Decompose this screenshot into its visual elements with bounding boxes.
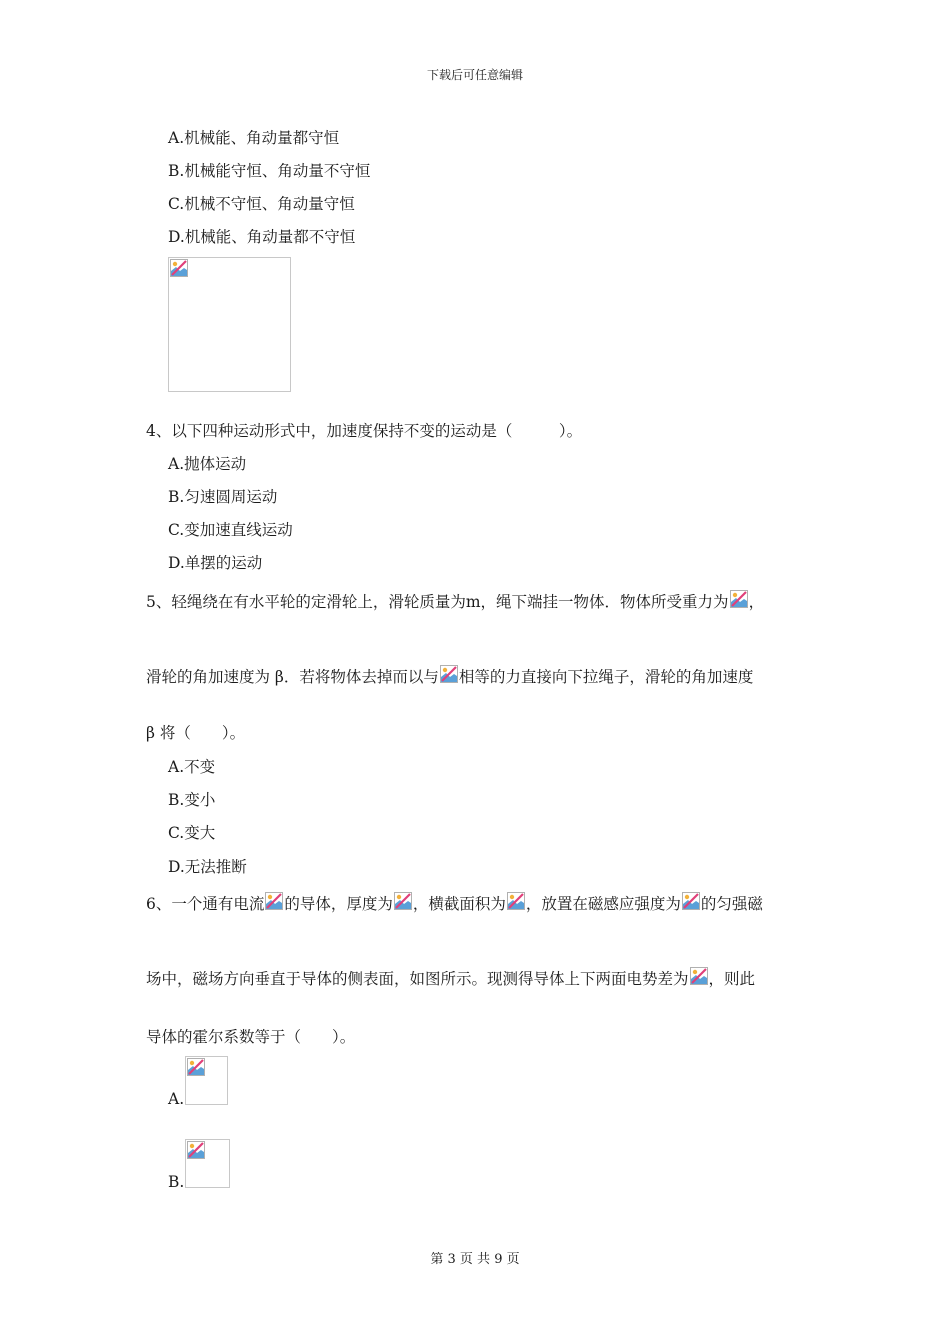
q5-line-2: 滑轮的角加速度为 β．若将物体去掉而以与 相等的力直接向下拉绳子，滑轮的角加速度 xyxy=(146,665,753,687)
q5-option-a: A.不变 xyxy=(168,758,216,776)
q3-option-b: B.机械能守恒、角动量不守恒 xyxy=(168,162,371,180)
q4-option-a: A.抛体运动 xyxy=(168,455,247,473)
broken-image-icon xyxy=(170,259,188,277)
q5-line-3: β 将（ ）。 xyxy=(146,724,246,742)
q5-line-1: 5、轻绳绕在有水平轮的定滑轮上，滑轮质量为m，绳下端挂一物体．物体所受重力为 ， xyxy=(146,590,764,612)
formula-image-icon xyxy=(507,892,525,912)
q5-option-b: B.变小 xyxy=(168,791,216,809)
formula-image-icon xyxy=(440,665,458,685)
q4-option-c: C.变加速直线运动 xyxy=(168,521,293,539)
formula-image-icon xyxy=(265,892,283,912)
q5-option-d: D.无法推断 xyxy=(168,858,247,876)
q6-line-1: 6、一个通有电流 的导体，厚度为 ，横截面积为 ，放置在磁感应强度为 的匀强磁 xyxy=(146,892,763,914)
q6-option-b-label: B. xyxy=(168,1173,185,1191)
q4-stem: 4、以下四种运动形式中，加速度保持不变的运动是（ ）。 xyxy=(146,422,583,440)
page-footer: 第 3 页 共 9 页 xyxy=(430,1252,520,1267)
formula-image-icon xyxy=(690,967,708,987)
q4-option-b: B.匀速圆周运动 xyxy=(168,488,278,506)
q6-line-2: 场中，磁场方向垂直于导体的侧表面，如图所示。现测得导体上下两面电势差为 ，则此 xyxy=(146,967,755,989)
q6-line-3: 导体的霍尔系数等于（ ）。 xyxy=(146,1028,356,1046)
q6-option-a-label: A. xyxy=(168,1090,185,1108)
q4-option-d: D.单摆的运动 xyxy=(168,554,263,572)
formula-image-icon xyxy=(730,590,748,610)
broken-image-icon xyxy=(187,1058,205,1076)
q3-option-c: C.机械不守恒、角动量守恒 xyxy=(168,195,355,213)
formula-image-icon xyxy=(394,892,412,912)
formula-image-icon xyxy=(682,892,700,912)
q3-option-a: A.机械能、角动量都守恒 xyxy=(168,129,340,147)
q3-option-d: D.机械能、角动量都不守恒 xyxy=(168,228,356,246)
broken-image-icon xyxy=(187,1141,205,1159)
q6-option-a-image xyxy=(185,1056,228,1105)
q6-option-b-image xyxy=(185,1139,230,1188)
q3-figure xyxy=(168,257,291,392)
q5-option-c: C.变大 xyxy=(168,824,216,842)
page-header: 下载后可任意编辑 xyxy=(426,68,523,82)
